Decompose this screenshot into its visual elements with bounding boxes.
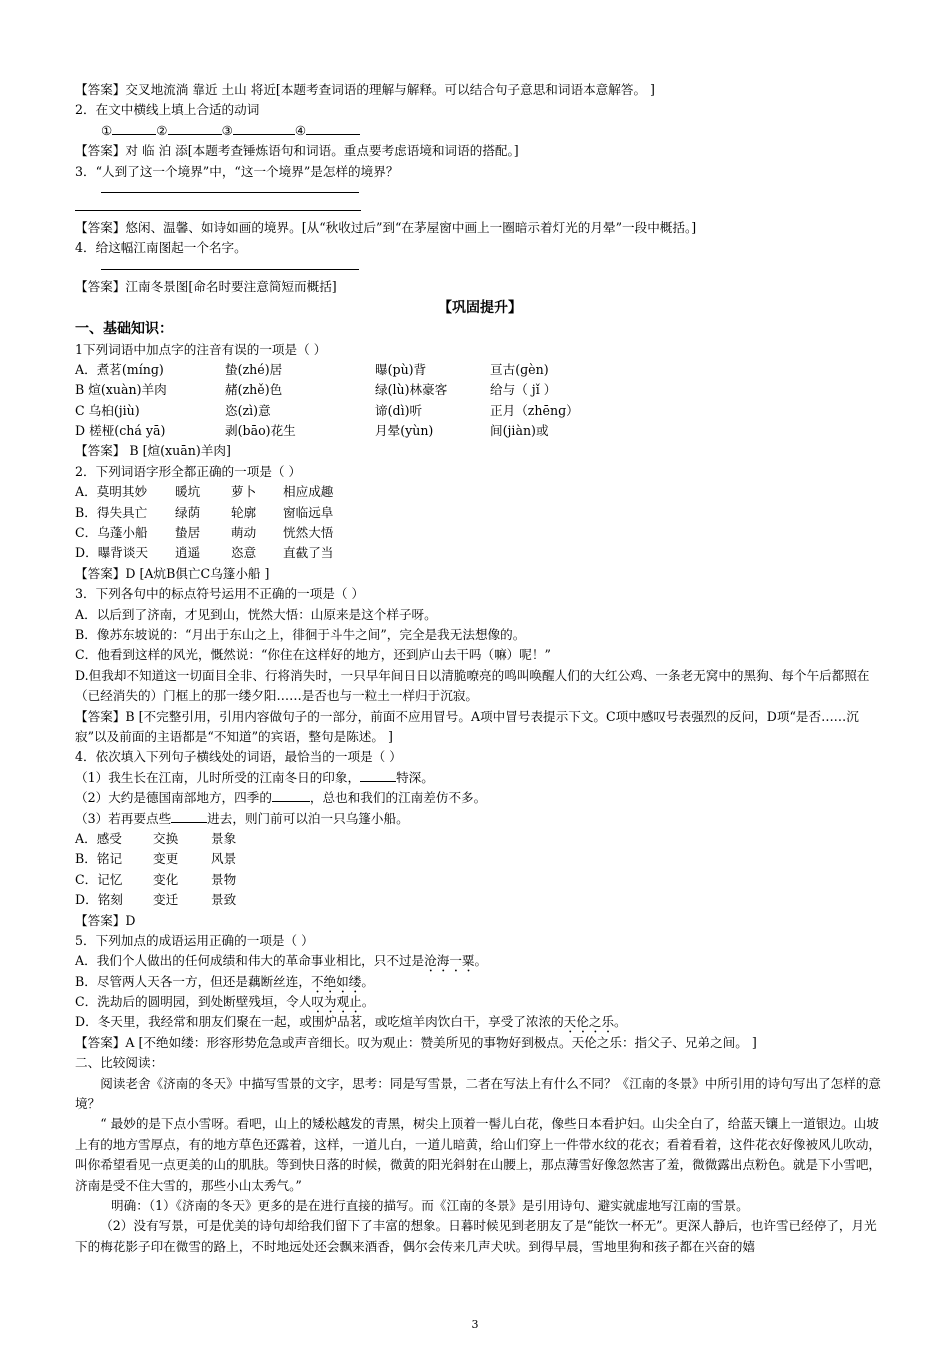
option-cell: 窗临远阜: [283, 504, 334, 520]
mc2-option-d: [75, 543, 885, 563]
mc2-option-a: [75, 482, 885, 502]
option-text: 。: [361, 994, 375, 1010]
option-cell: B．得失具亡: [75, 504, 148, 520]
question-3: 3．“人到了这一个境界”中，“这一个境界”是怎样的境界？: [75, 163, 399, 179]
option-cell: 月晕(yùn): [375, 423, 434, 439]
answer-1: 【答案】交叉地流淌 靠近 土山 将近[本题考查词语的理解与解释。可以结合句子意思和词语本意解答。 ]: [75, 82, 655, 97]
option-text: D．冬天里，我经常和朋友们聚在一起，或围炉品茗，或吃煊羊肉饮白干，享受了浓浓的: [75, 1014, 564, 1030]
mc4-sentence-3: [75, 809, 885, 829]
mc3-option-c: C．他看到这样的风光，慨然说：“你住在这样好的地方，还到庐山去干吗（嘛）呢！”: [75, 647, 551, 663]
option-text: B．尽管两人天各一方，但还是藕断丝连，: [75, 973, 311, 989]
reading-explanation-2: （2）没有写景，可是优美的诗句却给我们留下了丰富的想象。日暮时候见到老朋友了是“能饮一杯无”。更深人静后，也许雪已经停了，月光下的梅花影子印在微雪的路上，不时地远处还会飘来酒香，偶尔会传来几声犬吠。到得早晨，雪地里狗和孩子都在兴奋的嬉: [75, 1218, 877, 1254]
answer-3: 【答案】悠闲、温馨、如诗如画的境界。[从“秋收过后”到“在茅屋窗中画上一圈暗示着灯光的月晕”一段中概括。]: [75, 219, 697, 235]
option-text: 。: [474, 953, 488, 969]
blank-label-1: ①: [101, 122, 113, 138]
option-cell: 恍然大悟: [283, 525, 334, 541]
option-cell: 相应成趣: [283, 484, 334, 500]
option-cell: C 乌桕(jiù): [75, 402, 140, 418]
mc4-option-b: [75, 849, 885, 869]
option-cell: 恣意: [231, 545, 257, 561]
mc4-question: 4．依次填入下列句子横线处的词语，最恰当的一项是（ ）: [75, 749, 402, 765]
blank-label-4: ④: [294, 122, 307, 138]
option-cell: A．感受: [75, 830, 122, 846]
part-2-heading: 二、比较阅读：: [75, 1055, 164, 1071]
option-cell: C．乌蓬小船: [75, 525, 148, 541]
option-cell: 曝(pù)背: [375, 361, 427, 377]
question-4: 4．给这幅江南图起一个名字。: [75, 240, 247, 256]
document-page: [75, 80, 885, 1257]
option-cell: B 煊(xuàn)羊肉: [75, 382, 167, 398]
mc4-answer: 【答案】D: [75, 912, 136, 928]
option-cell: 间(jiàn)或: [490, 423, 549, 439]
reading-intro: 阅读老舍《济南的冬天》中描写雪景的文字，思考：同是写雪景，二者在写法上有什么不同？《江南的冬景》中所引用的诗句写出了怎样的意境？: [75, 1075, 881, 1112]
option-cell: 谛(dì)听: [375, 402, 423, 418]
option-cell: 逍遥: [175, 545, 201, 561]
mc2-option-b: [75, 503, 885, 523]
option-cell: B．铭记: [75, 851, 123, 867]
option-cell: A．莫明其妙: [75, 484, 148, 500]
option-text: A．我们个人做出的任何成绩和伟大的革命事业相比，只不过是: [75, 953, 425, 969]
part-1-heading: 一、基础知识：: [75, 321, 173, 338]
mc4-sentence-2: [75, 788, 885, 808]
mc3-option-b: B．像苏东坡说的：“月出于东山之上，徘徊于斗牛之间”，完全是我无法想像的。: [75, 626, 526, 642]
option-cell: 绿荫: [175, 504, 201, 520]
mc3-question: 3．下列各句中的标点符号运用不正确的一项是（ ）: [75, 586, 365, 602]
mc5-option-b: [75, 972, 885, 992]
mc1-question: 1下列词语中加点字的注音有误的一项是（ ）: [75, 341, 327, 357]
option-cell: 正月（zhēnɡ）: [490, 402, 579, 418]
sentence-text: （2）大约是德国南部地方，四季的: [75, 790, 272, 806]
option-cell: D．铭刻: [75, 892, 123, 908]
answer-line-4: [75, 259, 885, 277]
section-title: 【巩固提升】: [438, 300, 522, 317]
question-2: 2．在文中横线上填上合适的动词: [75, 102, 260, 118]
blank-label-2: ②: [156, 122, 168, 138]
mc3-option-a: A．以后到了济南，才见到山，恍然大悟：山原来是这个样子呀。: [75, 606, 437, 622]
option-cell: 绿(lù)林豪客: [375, 382, 448, 398]
dotted-idiom: 不绝如缕: [310, 973, 362, 989]
blank-line: [360, 769, 396, 782]
option-cell: 蛰居: [175, 525, 201, 541]
mc5-option-d: [75, 1012, 885, 1032]
option-cell: 景象: [211, 830, 237, 846]
option-cell: 赭(zhě)色: [225, 382, 283, 398]
answer-line-3a: [75, 182, 885, 200]
mc3-answer: 【答案】B [不完整引用，引用内容做句子的一部分，前面不应用冒号。A项中冒号表提示下文。C项中感叹号表强烈的反问，D项“是否……沉寂”以及前面的主语都是“不知道”的宾语，整句是陈述。 ]: [75, 708, 859, 744]
mc4-option-d: [75, 890, 885, 910]
mc2-option-c: [75, 523, 885, 543]
option-cell: 交换: [153, 830, 179, 846]
option-cell: 直截了当: [283, 545, 334, 561]
page-number: 3: [471, 1318, 479, 1331]
option-cell: C．记忆: [75, 871, 123, 887]
answer-4: 【答案】江南冬景图[命名时要注意简短而概括]: [75, 278, 337, 294]
sentence-text: 特深。: [396, 769, 434, 785]
blank-line: [272, 789, 310, 802]
reading-explanation-1: 明确：（1）《济南的冬天》更多的是在进行直接的描写。而《江南的冬景》是引用诗句、避实就虚地写江南的雪景。: [111, 1198, 749, 1214]
mc5-option-a: [75, 951, 885, 971]
mc1-option-c: [75, 401, 885, 421]
sentence-text: （1）我生长在江南，儿时所受的江南冬日的印象，: [75, 769, 361, 785]
mc1-option-b: [75, 380, 885, 400]
answer-line-3b: [75, 200, 885, 218]
mc5-answer: 【答案】A [不绝如缕：形容形势危急或声音细长。叹为观止：赞美所见的事物好到极点。天伦之乐：指父子、兄弟之间。 ]: [75, 1034, 757, 1050]
mc2-answer: 【答案】D [A炕B俱亡C乌篷小船 ]: [75, 565, 270, 581]
reading-quote: “ 最妙的是下点小雪呀。看吧，山上的矮松越发的青黑，树尖上顶着一髻儿白花，像些日本看护妇。山尖全白了，给蓝天镶上一道银边。山坡上有的地方雪厚点，有的地方草色还露着，这样，一道儿白，一道儿暗黄，给山们穿上一件带水纹的花衣；看着看着，这件花衣好像被风儿吹动，叫你希望看见一点更美的山的肌肤。等到快日落的时候，微黄的阳光斜射在山腰上，那点薄雪好像忽然害了羞，微微露出点粉色。就是下小雪吧，济南是受不住大雪的，那些小山太秀气。”: [75, 1116, 881, 1193]
option-cell: 暖坑: [175, 484, 201, 500]
mc4-option-a: [75, 829, 885, 849]
option-cell: 变化: [153, 871, 179, 887]
blank-line-4: [306, 122, 360, 135]
sentence-text: 进去，则门前可以泊一只乌篷小船。: [207, 810, 409, 826]
option-cell: 亘古(ɡèn): [490, 361, 549, 377]
dotted-idiom: 天伦之乐: [563, 1014, 615, 1030]
mc1-option-d: [75, 421, 885, 441]
option-cell: D 槎桠(chá yā): [75, 423, 166, 439]
fill-blanks-row: [75, 121, 885, 141]
option-text: 。: [614, 1014, 627, 1030]
option-cell: 给与（ jǐ ）: [490, 382, 557, 398]
mc1-answer: 【答案】 B [煊(xuān)羊肉]: [75, 443, 231, 459]
option-cell: 剥(bāo)花生: [225, 423, 296, 439]
dotted-idiom: 叹为观止: [311, 994, 362, 1010]
option-text: 。: [361, 973, 374, 989]
option-cell: 风景: [211, 851, 237, 867]
option-cell: 景物: [211, 871, 237, 887]
option-cell: 恣(zì)意: [225, 402, 271, 418]
mc5-option-c: [75, 992, 885, 1012]
blank-line: [171, 810, 207, 823]
mc2-question: 2．下列词语字形全都正确的一项是（ ）: [75, 463, 302, 479]
mc3-option-d: D.但我却不知道这一切面目全非、行将消失时，一只早年间日日以清脆嘹亮的鸣叫唤醒人们的大红公鸡、一条老无窝中的黑狗、每个午后都照在（已经消失的）门框上的那一缕夕阳……是否也与一粒土一样归于沉寂。: [75, 667, 870, 704]
option-cell: 变更: [153, 851, 179, 867]
blank-line-1: [112, 122, 156, 135]
option-cell: 景致: [211, 892, 237, 908]
option-cell: 轮廓: [231, 504, 257, 520]
answer-2: 【答案】对 临 泊 添[本题考查锤炼语句和词语。重点要考虑语境和词语的搭配。]: [75, 143, 519, 159]
option-cell: 萝卜: [231, 484, 257, 500]
mc1-option-a: [75, 360, 885, 380]
blank-line-3: [233, 122, 295, 135]
option-cell: 变迁: [153, 892, 179, 908]
option-cell: 蛰(zhé)居: [225, 361, 283, 377]
option-cell: D．曝背谈天: [75, 545, 149, 561]
blank-label-3: ③: [221, 122, 233, 138]
option-cell: A．煮茗(mínɡ): [75, 361, 164, 377]
mc4-option-c: [75, 870, 885, 890]
mc5-question: 5．下列加点的成语运用正确的一项是（ ）: [75, 932, 314, 948]
option-text: C．洗劫后的圆明园，到处断壁残垣，令人: [75, 994, 312, 1010]
sentence-text: （3）若再要点些: [75, 810, 172, 826]
dotted-idiom: 沧海一粟: [424, 953, 475, 969]
blank-line-2: [168, 122, 222, 135]
mc4-sentence-1: [75, 768, 885, 788]
sentence-text: ，总也和我们的江南差仿不多。: [309, 790, 487, 806]
option-cell: 萌动: [231, 525, 257, 541]
